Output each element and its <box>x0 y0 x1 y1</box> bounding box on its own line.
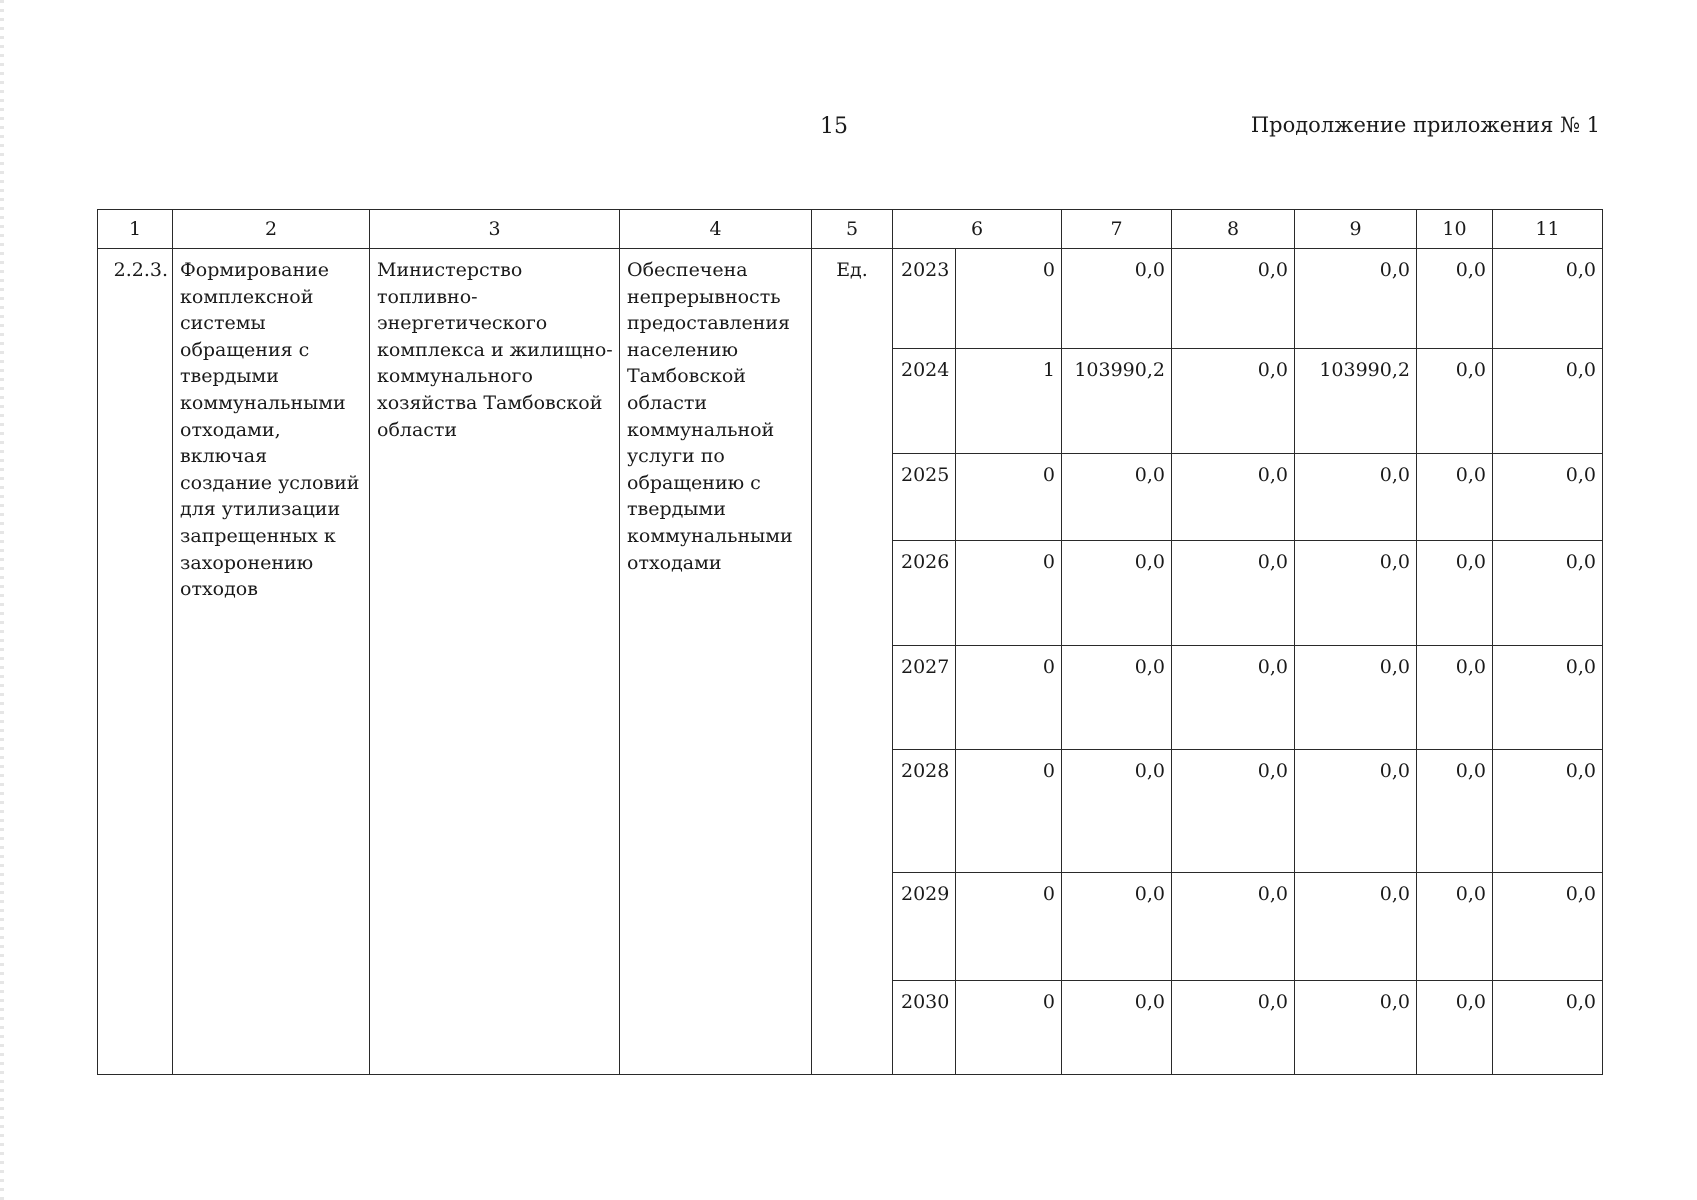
indicator-value-cell: 1 <box>956 349 1062 454</box>
year-cell: 2027 <box>893 646 956 750</box>
scan-edge-artifact <box>0 0 4 1200</box>
year-cell: 2025 <box>893 454 956 541</box>
funding-col9-cell: 0,0 <box>1295 873 1417 981</box>
indicator-value-cell: 0 <box>956 750 1062 873</box>
funding-col9-cell: 0,0 <box>1295 249 1417 349</box>
funding-col10-cell: 0,0 <box>1417 541 1493 646</box>
column-number: 2 <box>173 210 370 249</box>
program-table <box>97 209 1603 1075</box>
column-number: 8 <box>1172 210 1295 249</box>
unit-of-measure: Ед. <box>812 249 893 1075</box>
year-cell: 2030 <box>893 981 956 1075</box>
funding-total-cell: 0,0 <box>1062 981 1172 1075</box>
indicator-value-cell: 0 <box>956 646 1062 750</box>
funding-total-cell: 0,0 <box>1062 646 1172 750</box>
funding-col9-cell: 103990,2 <box>1295 349 1417 454</box>
indicator-value-cell: 0 <box>956 454 1062 541</box>
funding-total-cell: 103990,2 <box>1062 349 1172 454</box>
column-number: 3 <box>370 210 620 249</box>
indicator-value-cell: 0 <box>956 249 1062 349</box>
appendix-title: Продолжение приложения № 1 <box>1250 113 1600 137</box>
indicator-value-cell: 0 <box>956 981 1062 1075</box>
funding-total-cell: 0,0 <box>1062 873 1172 981</box>
funding-total-cell: 0,0 <box>1062 454 1172 541</box>
funding-col10-cell: 0,0 <box>1417 873 1493 981</box>
column-number: 10 <box>1417 210 1493 249</box>
funding-col11-cell: 0,0 <box>1493 750 1603 873</box>
funding-col10-cell: 0,0 <box>1417 646 1493 750</box>
responsible-executor: Министерство топливно-энергетического комплекса и жилищно-коммунального хозяйства Тамбовской области <box>370 249 620 1075</box>
funding-col8-cell: 0,0 <box>1172 454 1295 541</box>
year-cell: 2029 <box>893 873 956 981</box>
funding-col11-cell: 0,0 <box>1493 349 1603 454</box>
funding-col8-cell: 0,0 <box>1172 249 1295 349</box>
funding-col11-cell: 0,0 <box>1493 981 1603 1075</box>
funding-col11-cell: 0,0 <box>1493 454 1603 541</box>
funding-col8-cell: 0,0 <box>1172 349 1295 454</box>
funding-col11-cell: 0,0 <box>1493 541 1603 646</box>
year-cell: 2024 <box>893 349 956 454</box>
funding-col9-cell: 0,0 <box>1295 646 1417 750</box>
funding-col8-cell: 0,0 <box>1172 750 1295 873</box>
funding-col11-cell: 0,0 <box>1493 873 1603 981</box>
column-number: 11 <box>1493 210 1603 249</box>
column-number: 4 <box>620 210 812 249</box>
measure-name: Формирование комплексной системы обращения с твердыми коммунальными отходами, включая создание условий для утилизации запрещенных к захоронению отходов <box>173 249 370 1075</box>
funding-total-cell: 0,0 <box>1062 249 1172 349</box>
funding-col8-cell: 0,0 <box>1172 646 1295 750</box>
column-number: 1 <box>98 210 173 249</box>
year-cell: 2026 <box>893 541 956 646</box>
funding-col9-cell: 0,0 <box>1295 981 1417 1075</box>
funding-col11-cell: 0,0 <box>1493 249 1603 349</box>
funding-col8-cell: 0,0 <box>1172 873 1295 981</box>
funding-total-cell: 0,0 <box>1062 750 1172 873</box>
expected-result: Обеспечена непрерывность предоставления населению Тамбовской области коммунальной услуги по обращению с твердыми коммунальными отходами <box>620 249 812 1075</box>
column-number: 6 <box>893 210 1062 249</box>
indicator-value-cell: 0 <box>956 873 1062 981</box>
column-number-row <box>98 210 1603 249</box>
funding-total-cell: 0,0 <box>1062 541 1172 646</box>
funding-col10-cell: 0,0 <box>1417 454 1493 541</box>
funding-col10-cell: 0,0 <box>1417 249 1493 349</box>
indicator-value-cell: 0 <box>956 541 1062 646</box>
column-number: 9 <box>1295 210 1417 249</box>
funding-col9-cell: 0,0 <box>1295 750 1417 873</box>
page-number: 15 <box>820 114 848 139</box>
column-number: 7 <box>1062 210 1172 249</box>
funding-col11-cell: 0,0 <box>1493 646 1603 750</box>
column-number: 5 <box>812 210 893 249</box>
funding-col10-cell: 0,0 <box>1417 349 1493 454</box>
year-cell: 2028 <box>893 750 956 873</box>
year-cell: 2023 <box>893 249 956 349</box>
funding-col8-cell: 0,0 <box>1172 541 1295 646</box>
funding-col8-cell: 0,0 <box>1172 981 1295 1075</box>
funding-col10-cell: 0,0 <box>1417 981 1493 1075</box>
row-index: 2.2.3. <box>98 249 173 1075</box>
year-row <box>98 249 1603 349</box>
funding-col9-cell: 0,0 <box>1295 541 1417 646</box>
funding-col9-cell: 0,0 <box>1295 454 1417 541</box>
funding-col10-cell: 0,0 <box>1417 750 1493 873</box>
